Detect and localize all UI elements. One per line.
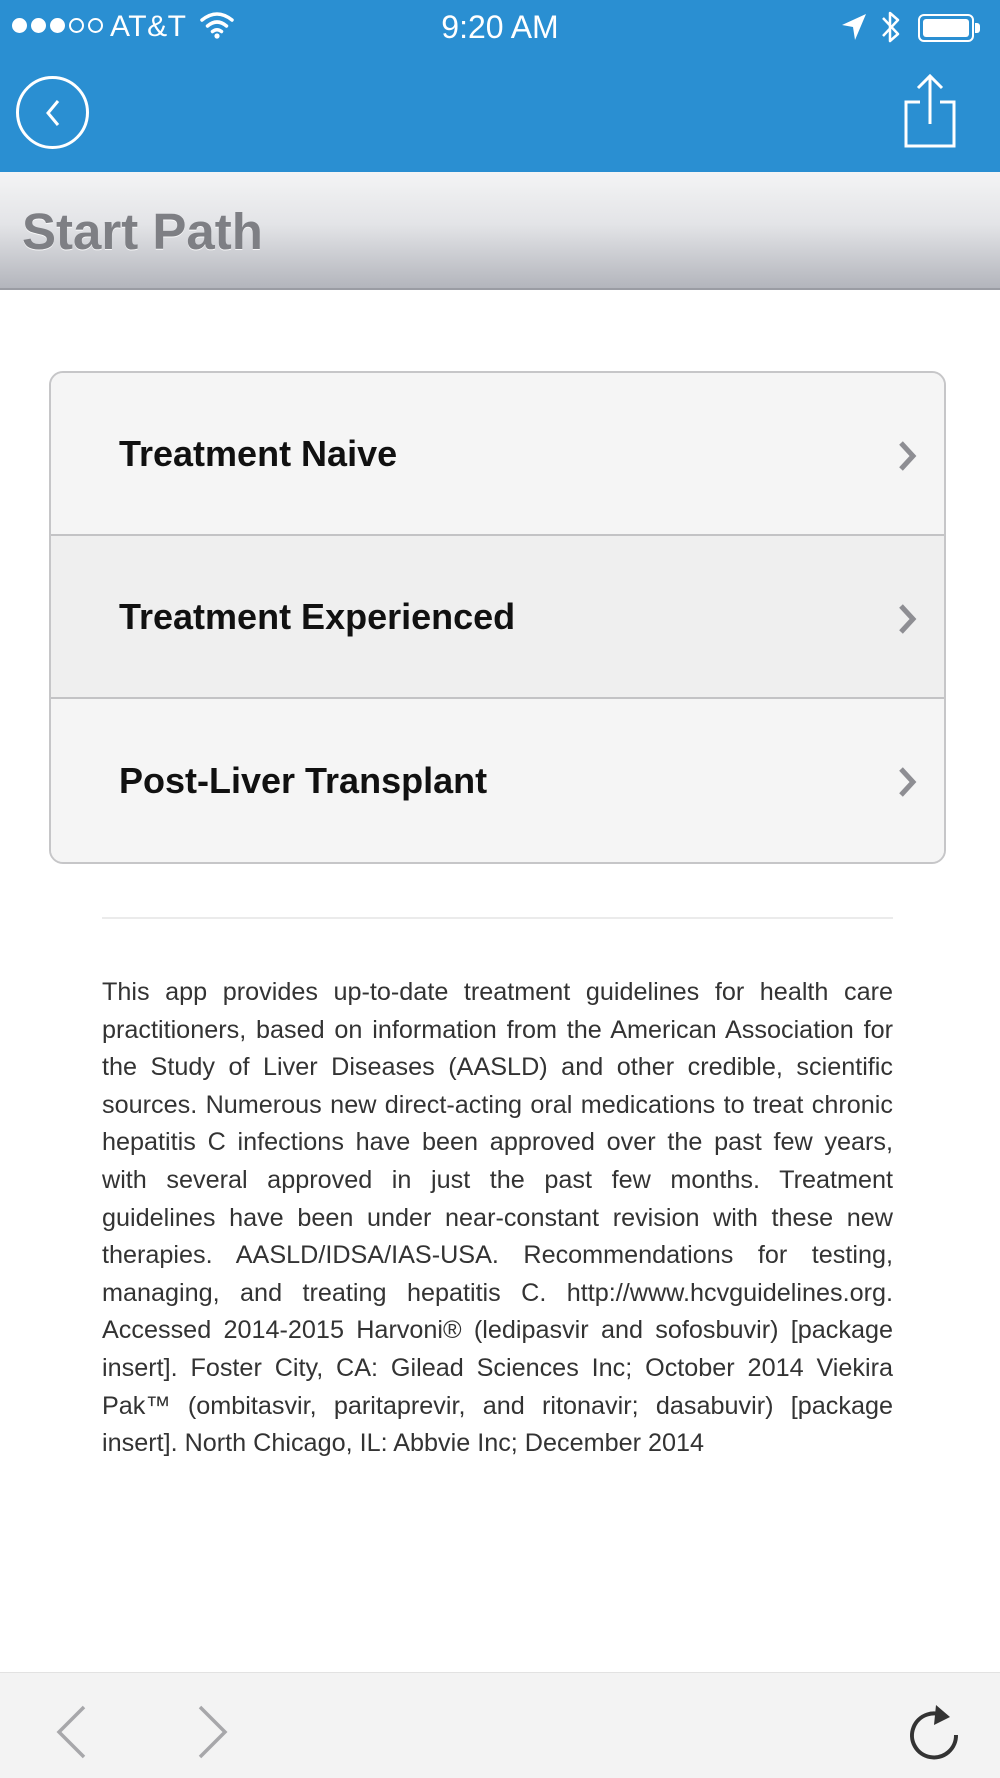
- chevron-left-icon: [43, 98, 63, 128]
- chevron-right-icon: [896, 765, 918, 799]
- info-paragraph: This app provides up-to-date treatment guidelines for health care practitioners, based on information from the American Association for the Study of Liver Diseases (AASLD) and other credible, scientific sources. Numerous new direct-acting oral medications to treat chronic hepatitis C infections have been approved over the past few years, with several approved in just the past few months. Treatment guidelines have been under near-constant revision with these new therapies. AASLD/IDSA/IAS-USA. Recommendations for testing, managing, and treating hepatitis C. http://www.hcvguidelines.org. Accessed 2014-2015 Harvoni® (ledipasvir and sofosbuvir) [package insert]. Foster City, CA: Gilead Sciences Inc; October 2014 Viekira Pak™ (ombitasvir, paritaprevir, and ritonavir; dasabuvir) [package insert]. North Chicago, IL: Abbvie Inc; December 2014: [102, 978, 893, 1458]
- menu-item-post-liver-transplant[interactable]: [51, 699, 944, 862]
- chevron-right-icon: [896, 602, 918, 636]
- carrier-name: AT&T: [110, 10, 187, 43]
- share-icon[interactable]: [902, 72, 958, 150]
- bottom-toolbar: [0, 1672, 1000, 1778]
- section-divider: [102, 917, 893, 919]
- path-menu: [49, 371, 946, 864]
- menu-item-label: Treatment Naive: [119, 432, 398, 474]
- bluetooth-icon: [880, 8, 902, 46]
- status-bar: [0, 0, 1000, 56]
- status-time: 9:20 AM: [441, 9, 559, 45]
- chevron-right-icon: [896, 439, 918, 473]
- page-title: Start Path: [22, 203, 263, 260]
- battery-icon: [918, 14, 980, 42]
- back-button[interactable]: [16, 76, 89, 149]
- menu-item-label: Post-Liver Transplant: [119, 759, 488, 801]
- top-bar: [0, 0, 1000, 172]
- location-arrow-icon: [840, 12, 868, 42]
- menu-item-label: Treatment Experienced: [119, 595, 516, 637]
- back-arrow-icon[interactable]: [54, 1703, 88, 1761]
- forward-arrow-icon[interactable]: [196, 1703, 230, 1761]
- menu-item-treatment-naive[interactable]: [51, 373, 944, 536]
- reload-icon[interactable]: [906, 1699, 962, 1761]
- menu-item-treatment-experienced[interactable]: [51, 536, 944, 699]
- header-band: [0, 172, 1000, 290]
